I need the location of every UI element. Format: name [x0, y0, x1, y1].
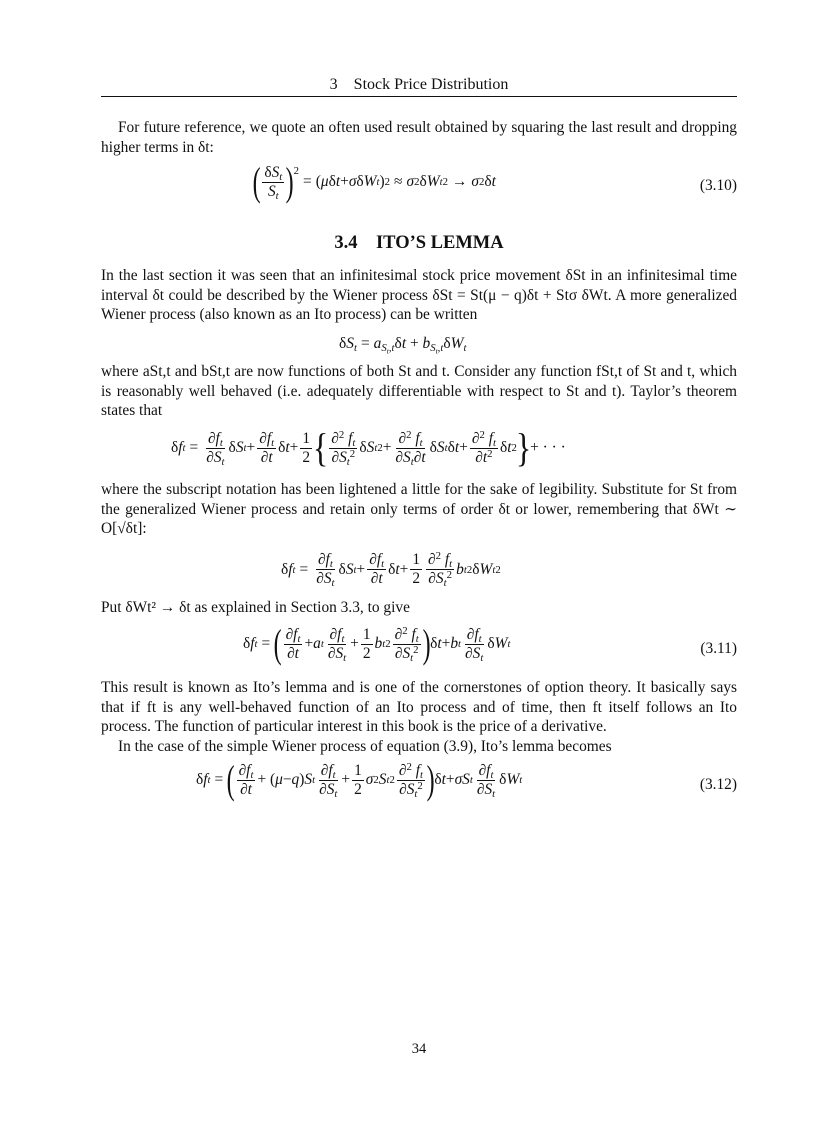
- equation-3-10-body: ( $\frac{\delta S_t}{S_t}$ ) 2 = ( μ δ t + σ δ W t ) 2 ≈ σ 2 δ W t 2 → σ 2 δ t: [252, 159, 496, 204]
- chapter-title: Stock Price Distribution: [353, 76, 509, 93]
- header-rule: [101, 96, 737, 97]
- paragraph-ito-intro: In the last section it was seen that an infinitesimal stock price movement δSt in an infinitesimal time interval δt could be described by the Wiener process δSt = St(μ − q)δt + Stσ δWt. A more generalized Wiener process (also known as an Ito process) can be written: [101, 267, 737, 323]
- equation-substituted: δ f t = $\frac{\partial f_t}{\partial S_t}$ δ S t + $\frac{\partial f_t}{\partial t}$ δ t + $\frac{1}{2}$ $\frac{\partial^2 f_t}{\partial S_t^2}$ b t 2 δ W t 2: [281, 550, 501, 590]
- paragraph-substitute: where the subscript notation has been lightened a little for the sake of legibility. Substitute for St from the generalized Wiener process and retain only terms of order δt or lower, remembering that δWt ∼ O[√δt]:: [101, 481, 737, 537]
- equation-3-12: δ f t = ( $\frac{\partial f_t}{\partial t}$ + ( μ − q ) S t $\frac{\partial f_t}{\partial S_t}$ + $\frac{1}{2}$ σ 2 S t 2 $\frac{\partial^2 f_t}{\partial S_t^2}$ ) δ t + σ S t $\frac{\partial f_t}{\partial S_t}$ δ W t (3.12): [196, 757, 737, 802]
- paragraph-simple-wiener: In the case of the simple Wiener process of equation (3.9), Ito’s lemma becomes: [118, 738, 612, 755]
- section-heading: [101, 234, 737, 254]
- equation-number-3-11: (3.11): [700, 640, 737, 657]
- paragraph-ito-lemma: This result is known as Ito’s lemma and is one of the cornerstones of option theory. It basically says that if ft is any well-behaved function of an Ito process and of time, then ft itself follows an Ito process. The function of particular interest in this book is the price of a derivative.: [101, 679, 737, 735]
- equation-taylor: δ f t = $\frac{\partial f_t}{\partial S_t}$ δ S t + $\frac{\partial f_t}{\partial t}$ δ t + $\frac{1}{2}$ { $\frac{\partial^2 f_t}{\partial S_t^2}$ δ S t 2 + $\frac{\partial^2 f_t}{\partial S_t\partial t}$ δ S t δ t + $\frac{\partial^2 f_t}{\partial t^2}$ δ t 2 } + · · ·: [171, 425, 566, 470]
- paragraph-put: Put δWt² → δt as explained in Section 3.3, to give: [101, 599, 410, 616]
- equation-number-3-10: (3.10): [699, 177, 737, 194]
- equation-number-3-12: (3.12): [699, 776, 737, 793]
- equation-3-10: [101, 159, 737, 212]
- paragraph-functions: where aSt,t and bSt,t are now functions of both St and t. Consider any function fSt,t of St and t, which is reasonably well behaved (i.e. adequately differentiable with respect to St and t). Taylor’s theorem states that: [101, 363, 737, 419]
- paragraph-intro: For future reference, we quote an often used result obtained by squaring the last result and dropping higher terms in δt:: [101, 119, 737, 156]
- equation-3-11: δ f t = ( $\frac{\partial f_t}{\partial t}$ + a t $\frac{\partial f_t}{\partial S_t}$ + $\frac{1}{2}$ b t 2 $\frac{\partial^2 f_t}{\partial S_t^2}$ ) δ t + b t $\frac{\partial f_t}{\partial S_t}$ δ W t (3.11): [243, 621, 737, 666]
- section-title: ITO’S LEMMA: [375, 233, 504, 253]
- section-number: 3.4: [334, 233, 358, 253]
- chapter-number: 3: [329, 76, 338, 93]
- running-header: [101, 75, 737, 95]
- page-number: 34: [411, 1041, 427, 1057]
